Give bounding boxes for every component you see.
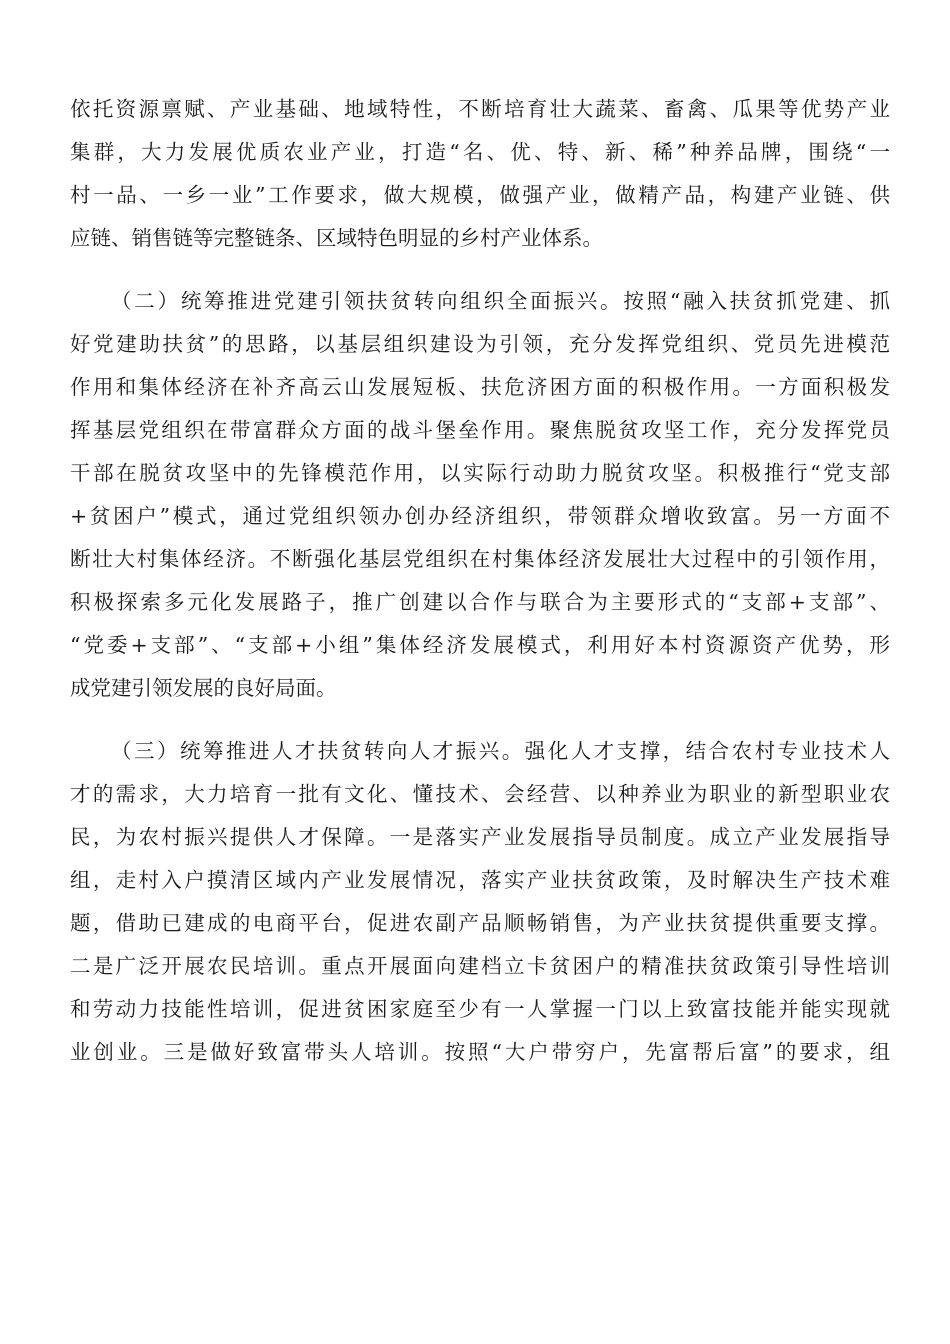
document-body — [70, 88, 890, 1074]
text-line: 断壮大村集体经济。不断强化基层党组织在村集体经济发展壮大过程中的引领作用， — [70, 547, 890, 571]
text-line: 组，走村入户摸清区域内产业发展情况，落实产业扶贫政策，及时解决生产技术难 — [70, 868, 890, 892]
text-line: 作用和集体经济在补齐高云山发展短板、扶危济困方面的积极作用。一方面积极发 — [70, 375, 890, 399]
text-line: 二是广泛开展农民培训。重点开展面向建档立卡贫困户的精准扶贫政策引导性培训 — [70, 954, 890, 978]
text-line: 才的需求，大力培育一批有文化、懂技术、会经营、以种养业为职业的新型职业农 — [70, 782, 890, 806]
text-line: 集群，大力发展优质农业产业，打造“名、优、特、新、稀”种养品牌，围绕“一 — [70, 140, 890, 164]
text-line: 题，借助已建成的电商平台，促进农副产品顺畅销售，为产业扶贫提供重要支撑。 — [70, 911, 890, 935]
text-line: “党委+支部”、“支部+小组”集体经济发展模式，利用好本村资源资产优势，形 — [70, 633, 890, 657]
text-line: 依托资源禀赋、产业基础、地域特性，不断培育壮大蔬菜、畜禽、瓜果等优势产业 — [70, 97, 890, 121]
text-line: 应链、销售链等完整链条、区域特色明显的乡村产业体系。 — [70, 226, 603, 250]
text-line: 村一品、一乡一业”工作要求，做大规模，做强产业，做精产品，构建产业链、供 — [70, 183, 890, 207]
text-line: 民，为农村振兴提供人才保障。一是落实产业发展指导员制度。成立产业发展指导 — [70, 825, 890, 849]
text-line: 干部在脱贫攻坚中的先锋模范作用，以实际行动助力脱贫攻坚。积极推行“党支部 — [70, 461, 890, 485]
text-line: 和劳动力技能性培训，促进贫困家庭至少有一人掌握一门以上致富技能并能实现就 — [70, 997, 890, 1021]
text-line: +贫困户”模式，通过党组织领办创办经济组织，带领群众增收致富。另一方面不 — [70, 504, 890, 528]
text-line: 成党建引领发展的良好局面。 — [70, 676, 337, 700]
paragraph-1 — [70, 88, 890, 260]
text-line: （二）统筹推进党建引领扶贫转向组织全面振兴。按照“融入扶贫抓党建、抓 — [111, 289, 890, 313]
text-line: 好党建助扶贫”的思路，以基层组织建设为引领，充分发挥党组织、党员先进模范 — [70, 332, 890, 356]
text-line: 积极探索多元化发展路子，推广创建以合作与联合为主要形式的“支部+支部”、 — [70, 590, 890, 614]
text-line: 业创业。三是做好致富带头人培训。按照“大户带穷户，先富帮后富”的要求，组 — [70, 1040, 890, 1064]
paragraph-3 — [70, 730, 890, 1074]
text-line: 挥基层党组织在带富群众方面的战斗堡垒作用。聚焦脱贫攻坚工作，充分发挥党员 — [70, 418, 890, 442]
text-line: （三）统筹推进人才扶贫转向人才振兴。强化人才支撑，结合农村专业技术人 — [111, 739, 890, 763]
paragraph-2 — [70, 280, 890, 710]
